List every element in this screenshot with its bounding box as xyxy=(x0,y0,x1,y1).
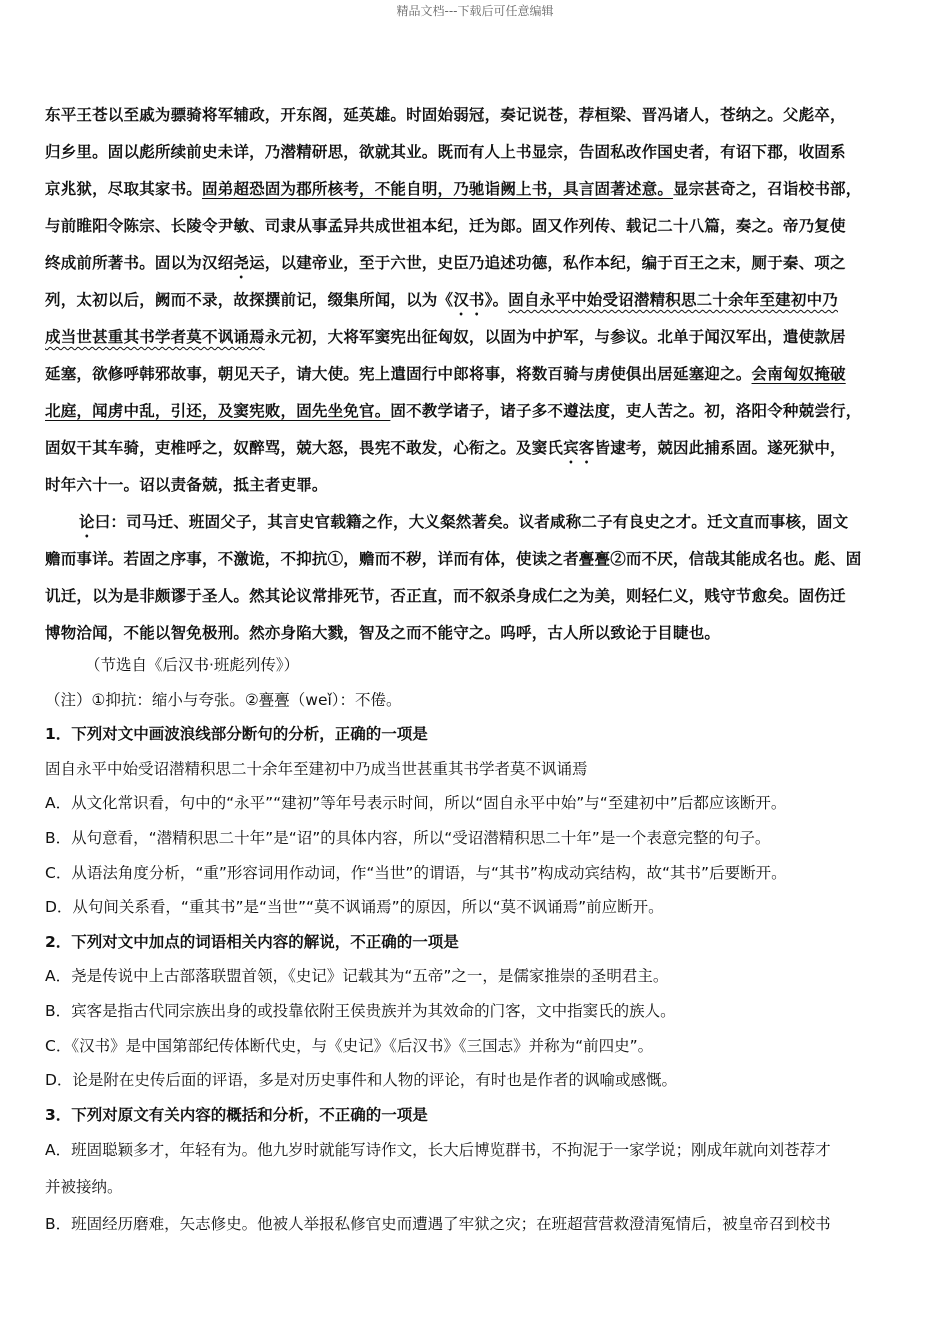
question-3-option-a[interactable]: A．班固聪颖多才，年轻有为。他九岁时就能写诗作文，长大后博览群书，不拘泥于一家学说；刚成年就向刘苍荐才 xyxy=(45,1141,831,1160)
question-1-option-c[interactable]: C．从语法角度分析，“重”形容词用作动词，作“当世”的谓语，与“其书”构成动宾结构，故“其书”后要断开。 xyxy=(45,863,787,882)
passage-text: 列，太初以后，阙而不录，故探撰前记，缀集所闻，以为 xyxy=(45,290,438,309)
passage-text: 永元初，大将军窦宪出征匈奴，以固为中护军，与参议。北单于闻汉军出，遣使款居 xyxy=(264,327,846,346)
passage-line xyxy=(45,244,907,281)
passage-text: 显宗甚奇之，召诣校书部， xyxy=(673,179,862,198)
passage-text: 东平王苍以至戚为骠骑将军辅政，开东阁，延英雄。时固始弱冠，奏记说苍，荐桓梁、晋冯诸人，苍纳之。父彪卒， xyxy=(45,105,846,124)
question-3-option-a-continued: 并被接纳。 xyxy=(45,1178,123,1197)
passage-line xyxy=(45,133,907,170)
underlined-sentence: 北庭，闻虏中乱，引还，及窦宪败，固先坐免官。 xyxy=(45,401,391,420)
passage-text: 时年六十一。诏以责备兢，抵主者吏罪。 xyxy=(45,475,328,494)
passage-text: 博物洽闻，不能以智免极刑。然亦身陷大戮，智及之而不能守之。呜呼，古人所以致论于目睫也。 xyxy=(45,623,721,642)
passage-line xyxy=(45,540,907,577)
question-3-option-b[interactable]: B．班固经历磨难，矢志修史。他被人举报私修官史而遭遇了牢狱之灾；在班超营营救澄清冤情后，被皇帝召到校书 xyxy=(45,1215,831,1234)
question-1-quote: 固自永平中始受诏潜精积思二十余年至建初中乃成当世甚重其书学者莫不讽诵焉 xyxy=(45,759,588,778)
passage-line xyxy=(45,207,907,244)
dotted-term: 宾客 xyxy=(563,438,595,457)
passage-line xyxy=(45,355,907,392)
passage xyxy=(45,96,907,651)
passage-line xyxy=(45,614,907,651)
dotted-term: 论 xyxy=(79,512,95,531)
question-2-stem: 2．下列对文中加点的词语相关内容的解说，不正确的一项是 xyxy=(45,932,459,951)
wavy-underlined-text: 固自永平中始受诏潜精积思二十余年至建初中乃 xyxy=(508,290,838,309)
passage-text: 延塞，欲修呼韩邪故事，朝见天子，请大使。宪上遣固行中郎将事，将数百骑与虏使俱出居延塞迎之。 xyxy=(45,364,752,383)
dotted-term: 《汉书》 xyxy=(437,290,493,309)
passage-text: 曰：司马迁、班固父子，其言史官载籍之作，大义粲然著矣。议者咸称二子有良史之才。迁文直而事核，固文 xyxy=(94,512,849,531)
question-1-option-d[interactable]: D．从句间关系看，“重其书”是“当世”“莫不讽诵焉”的原因，所以“莫不讽诵焉”前应断开。 xyxy=(45,898,664,917)
passage-text: 与前睢阳令陈宗、长陵令尹敏、司隶从事孟异共成世祖本纪，迁为郎。固又作列传、载记二十八篇，奏之。帝乃复使 xyxy=(45,216,846,235)
question-2-option-c[interactable]: C．《汉书》是中国第部纪传体断代史，与《史记》《后汉书》《三国志》并称为“前四史”。 xyxy=(45,1036,654,1055)
passage-text: 。 xyxy=(492,290,509,309)
question-1-option-a[interactable]: A．从文化常识看，句中的“永平”“建初”等年号表示时间，所以“固自永平中始”与“至建初中”后都应该断开。 xyxy=(45,794,787,813)
question-1-stem: 1．下列对文中画波浪线部分断句的分析，正确的一项是 xyxy=(45,725,428,744)
passage-text: 讥迁，以为是非颇谬于圣人。然其论议常排死节，否正直，而不叙杀身成仁之为美，则轻仁义，贱守节愈矣。固伤迁 xyxy=(45,586,846,605)
passage-line xyxy=(45,96,907,133)
passage-text: 终成前所著书。固以为汉绍 xyxy=(45,253,234,272)
underlined-sentence: 会南匈奴掩破 xyxy=(751,364,846,383)
underlined-sentence: 固弟超恐固为郡所核考，不能自明，乃驰诣阙上书，具言固著述意。 xyxy=(202,179,674,198)
passage-text: 皆逮考，兢因此捕系固。遂死狱中， xyxy=(594,438,846,457)
passage-text: 固不教学诸子，诸子多不遵法度，吏人苦之。初，洛阳令种兢尝行， xyxy=(390,401,862,420)
passage-line xyxy=(45,503,907,540)
passage-source: （节选自《后汉书·班彪列传》） xyxy=(85,656,300,674)
passage-line xyxy=(45,170,907,207)
question-2-option-b[interactable]: B．宾客是指古代同宗族出身的或投靠依附王侯贵族并为其效命的门客，文中指窦氏的族人。 xyxy=(45,1001,676,1020)
passage-line xyxy=(45,281,907,318)
passage-text: 归乡里。固以彪所续前史未详，乃潜精研思，欲就其业。既而有人上书显宗，告固私改作国史者，有诏下郡，收固系 xyxy=(45,142,846,161)
passage-line xyxy=(45,392,907,429)
questions xyxy=(45,648,915,1243)
passage-text: 运，以建帝业，至于六世，史臣乃追述功德，私作本纪，编于百王之末，厕于秦、项之 xyxy=(249,253,846,272)
passage-text: 固奴干其车骑，吏椎呼之，奴醉骂，兢大怒，畏宪不敢发，心衔之。及窦氏 xyxy=(45,438,564,457)
page-header: 精品文档---下载后可任意编辑 xyxy=(396,4,554,18)
question-3-stem: 3．下列对原文有关内容的概括和分析，不正确的一项是 xyxy=(45,1105,428,1124)
passage-line xyxy=(45,318,907,355)
wavy-underlined-text: 成当世甚重其书学者莫不讽诵焉 xyxy=(45,327,265,346)
question-2-option-a[interactable]: A．尧是传说中上古部落联盟首领，《史记》记载其为“五帝”之一，是儒家推崇的圣明君主。 xyxy=(45,967,669,986)
passage-line xyxy=(45,466,907,503)
question-1-option-b[interactable]: B．从句意看，“潜精积思二十年”是“诏”的具体内容，所以“受诏潜精积思二十年”是一个表意完整的句子。 xyxy=(45,828,771,847)
passage-line xyxy=(45,577,907,614)
dotted-term: 尧 xyxy=(233,253,250,272)
annotation-note: （注）①抑抗：缩小与夸张。②亹亹（weǐ）：不倦。 xyxy=(45,690,402,709)
question-2-option-d[interactable]: D．论是附在史传后面的评语，多是对历史事件和人物的评论，有时也是作者的讽喻或感慨。 xyxy=(45,1071,677,1090)
passage-text: 赡而事详。若固之序事，不激诡，不抑抗①，赡而不秽，详而有体，使读之者亹亹②而不厌，信哉其能成名也。彪、固 xyxy=(45,549,862,568)
passage-line xyxy=(45,429,907,466)
passage-text: 京兆狱，尽取其家书。 xyxy=(45,179,203,198)
